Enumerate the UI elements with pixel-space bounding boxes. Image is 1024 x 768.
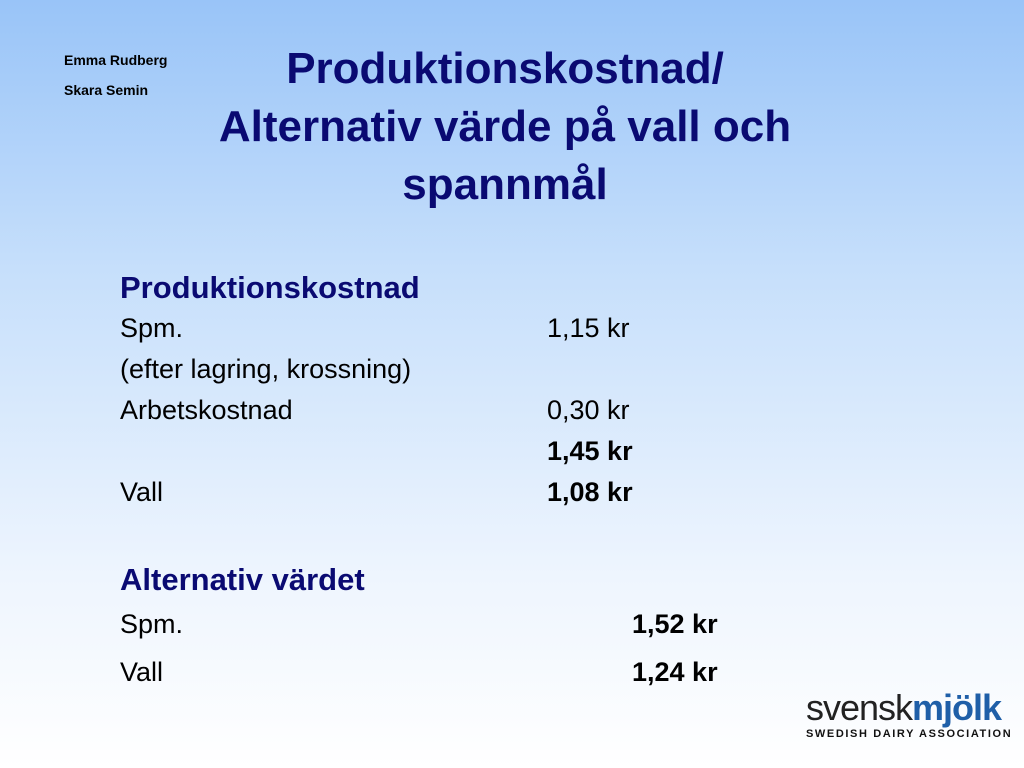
cost-row-total — [120, 431, 633, 472]
title-line-1: Produktionskostnad/ — [286, 44, 724, 93]
row-value: 0,30 kr — [547, 395, 630, 425]
alternative-value-section — [120, 560, 718, 696]
alt-row-ley — [120, 648, 718, 696]
row-label: Vall — [120, 477, 164, 507]
alt-row-grain — [120, 600, 718, 648]
logo-tagline: SWEDISH DAIRY ASSOCIATION — [806, 728, 1013, 740]
logo-wordmark-part2: mjölk — [912, 687, 1002, 728]
production-cost-section — [120, 268, 633, 513]
svensk-mjolk-logo — [806, 687, 1013, 740]
author-organization: Skara Semin — [64, 82, 149, 98]
row-label: Spm. — [120, 313, 184, 343]
cost-row-grain — [120, 308, 630, 349]
title-line-2: Alternativ värde på vall och — [218, 102, 792, 151]
cost-row-note — [120, 349, 420, 390]
title-line-3: spannmål — [402, 160, 608, 209]
cost-row-labour — [120, 390, 630, 431]
row-value: 1,15 kr — [547, 313, 630, 343]
row-value: 1,52 kr — [632, 609, 718, 639]
alternative-value-heading: Alternativ värdet — [120, 562, 365, 597]
row-value: 1,08 kr — [547, 477, 633, 507]
logo-wordmark — [806, 687, 1012, 728]
slide-title — [100, 40, 910, 214]
row-label: Spm. — [120, 609, 184, 639]
row-value: 1,45 kr — [547, 436, 633, 466]
row-value: 1,24 kr — [632, 657, 718, 687]
logo-wordmark-part1: svensk — [806, 687, 913, 728]
production-cost-heading: Produktionskostnad — [120, 270, 420, 305]
row-label: Arbetskostnad — [120, 395, 293, 425]
cost-row-ley — [120, 472, 633, 513]
row-label: (efter lagring, krossning) — [120, 354, 412, 384]
author-name: Emma Rudberg — [64, 52, 168, 68]
row-label: Vall — [120, 657, 164, 687]
